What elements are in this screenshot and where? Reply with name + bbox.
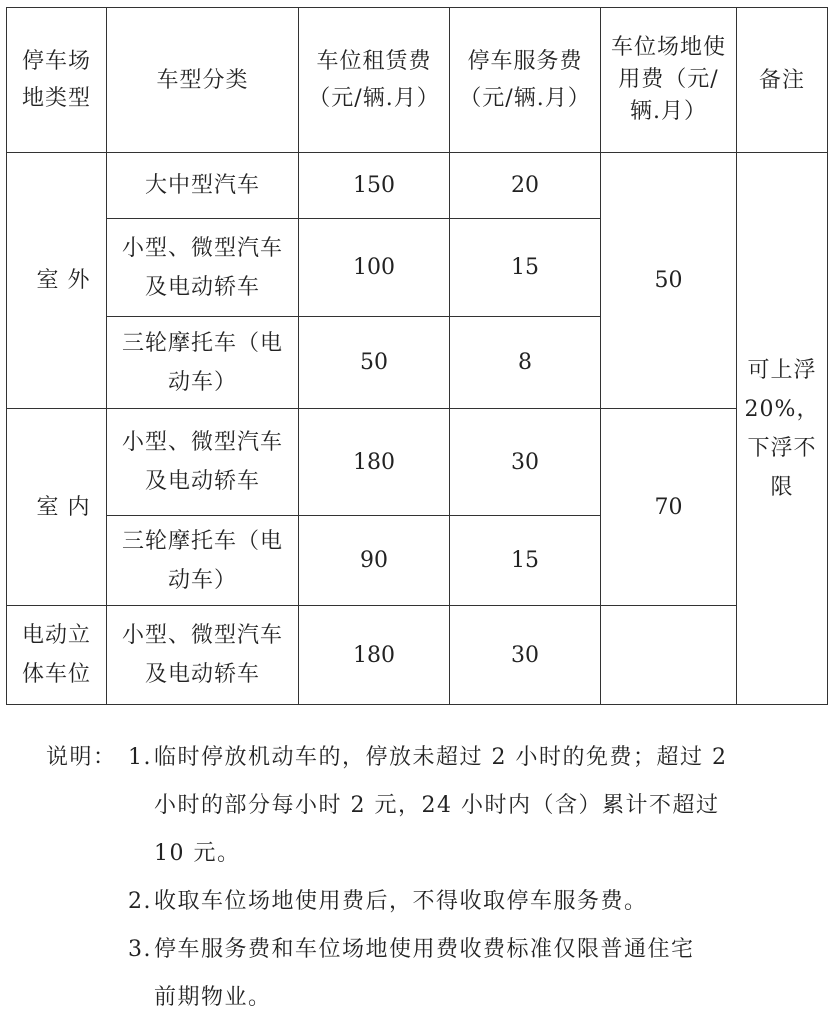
vehicle-class-cell: 三轮摩托车（电动车） <box>107 317 299 409</box>
header-site-use-fee: 车位场地使用费（元/辆.月） <box>601 8 737 153</box>
site-type-indoor: 室 内 <box>7 409 107 606</box>
site-use-fee-stereo <box>601 606 737 705</box>
note-text: 停车服务费和车位场地使用费收费标准仅限普通住宅 <box>154 937 695 962</box>
rental-fee-cell: 180 <box>299 606 450 705</box>
header-remarks: 备注 <box>737 8 828 153</box>
remarks-cell: 可上浮20%，下浮不限 <box>737 153 828 705</box>
note-continuation <box>46 782 816 830</box>
vehicle-class-cell: 三轮摩托车（电动车） <box>107 516 299 606</box>
note-text: 小时的部分每小时 2 元，24 小时内（含）累计不超过 <box>154 793 720 818</box>
note-text: 前期物业。 <box>154 985 272 1010</box>
header-site-type: 停车场地类型 <box>7 8 107 153</box>
rental-fee-cell: 90 <box>299 516 450 606</box>
site-use-fee-indoor: 70 <box>601 409 737 606</box>
note-number: 3. <box>128 937 152 962</box>
service-fee-cell: 15 <box>450 516 601 606</box>
site-type-stereo: 电动立体车位 <box>7 606 107 705</box>
note-item <box>46 734 816 782</box>
vehicle-class-cell: 小型、微型汽车及电动轿车 <box>107 409 299 516</box>
vehicle-class-cell: 小型、微型汽车及电动轿车 <box>107 606 299 705</box>
note-number: 2. <box>128 889 152 914</box>
table-row <box>7 153 828 219</box>
parking-fee-table <box>6 7 828 705</box>
service-fee-cell: 30 <box>450 409 601 516</box>
vehicle-class-cell: 大中型汽车 <box>107 153 299 219</box>
note-item <box>46 926 816 974</box>
service-fee-cell: 30 <box>450 606 601 705</box>
vehicle-class-cell: 小型、微型汽车及电动轿车 <box>107 219 299 317</box>
rental-fee-cell: 50 <box>299 317 450 409</box>
rental-fee-cell: 180 <box>299 409 450 516</box>
note-text: 收取车位场地使用费后，不得收取停车服务费。 <box>154 889 648 914</box>
site-type-outdoor: 室 外 <box>7 153 107 409</box>
header-rental-fee: 车位租赁费（元/辆.月） <box>299 8 450 153</box>
note-text: 临时停放机动车的，停放未超过 2 小时的免费；超过 2 <box>154 745 728 770</box>
note-item <box>46 878 816 926</box>
header-vehicle-class: 车型分类 <box>107 8 299 153</box>
service-fee-cell: 8 <box>450 317 601 409</box>
note-number: 1. <box>128 745 152 770</box>
table-row <box>7 606 828 705</box>
service-fee-cell: 20 <box>450 153 601 219</box>
service-fee-cell: 15 <box>450 219 601 317</box>
note-continuation <box>46 974 816 1022</box>
header-service-fee: 停车服务费（元/辆.月） <box>450 8 601 153</box>
notes-lead: 说明： <box>46 745 117 770</box>
note-text: 10 元。 <box>154 841 241 866</box>
table-row <box>7 409 828 516</box>
fee-document <box>6 7 827 1010</box>
note-continuation <box>46 830 816 878</box>
rental-fee-cell: 150 <box>299 153 450 219</box>
notes-section <box>46 734 816 1022</box>
table-header-row <box>7 8 828 153</box>
rental-fee-cell: 100 <box>299 219 450 317</box>
site-use-fee-outdoor: 50 <box>601 153 737 409</box>
